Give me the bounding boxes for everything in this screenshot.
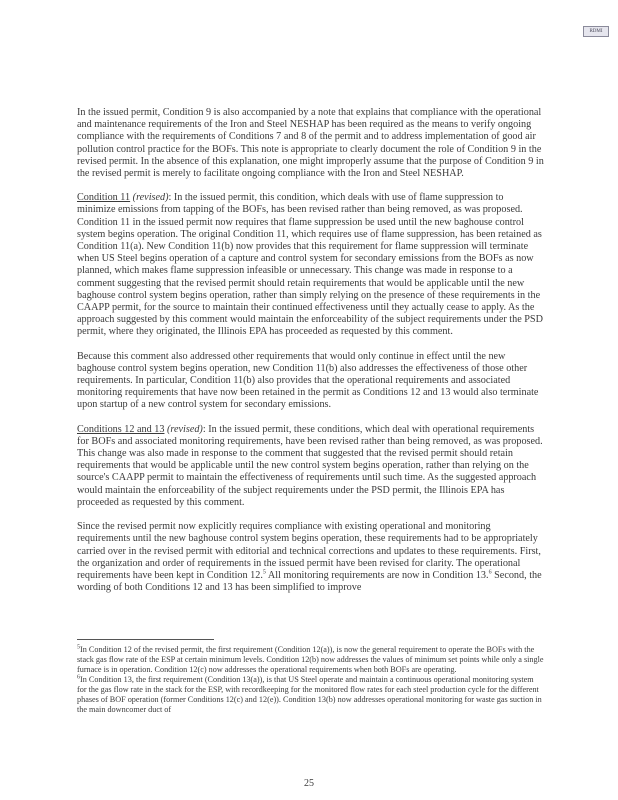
footnote-ref: 5: [262, 569, 266, 576]
document-stamp: RDMI: [583, 26, 609, 37]
section-heading-suffix: (revised): [132, 192, 169, 204]
footnotes: [77, 645, 544, 715]
paragraph-condition-11: [77, 192, 544, 338]
footnote-text: In Condition 12 of the revised permit, the first requirement (Condition 12(a)), is now the general requirement to operate the BOFs with the stack gas flow rate of the ESP at certain minimum levels. Condition 12(b) now addresses the values of minimum set points while only a single furnace is in operation. Condition 12(c) now addresses the operational requirements when both BOFs are operating.: [77, 645, 544, 674]
footnote-item: [77, 645, 544, 675]
footnote-ref: 6: [488, 569, 492, 576]
footnote-text: In Condition 13, the first requirement (Condition 13(a)), is that US Steel operate and maintain a continuous operational monitoring system for the gas flow rate in the stack for the ESP, with recordkeeping for the monitored flow rates for each steel production cycle for the different phases of BOF operation (former Conditions 12(c) and 12(e)). Condition 13(b) now addresses operational monitoring for waste gas suction in the main downcomer duct of: [77, 675, 542, 714]
paragraph-text: : In the issued permit, these conditions, which deal with operational requirements for BOFs and associated monitoring requirements, have been revised rather than being removed, as was proposed. This change was also made in response to the comment that suggested that the revised permit should retain requirements that would be applicable until the new control system begins operation, rather than relying on the source's CAAPP permit to maintain the effectiveness of requirements until such time. As the suggested approach would maintain the enforceability of the subject requirements under the PSD permit, the Illinois EPA has proceeded as requested by this comment.: [77, 423, 543, 508]
section-heading: Condition 11: [77, 192, 131, 204]
footnote-marker: 5: [77, 644, 80, 651]
section-heading-suffix: (revised): [167, 423, 203, 435]
paragraph-condition-11b-effect: [77, 351, 544, 412]
page-body: [77, 107, 544, 606]
paragraph-text: Because this comment also addressed other requirements that would only continue in effect until the new baghouse control system begins operation, new Condition 11(b) also addresses the effectiveness of those other requirements. In particular, Condition 11(b) also provides that the operational requirements and associated monitoring requirements that have now been retained in the permit as Conditions 12 and 13 would also terminate upon startup of a new control system for secondary emissions.: [77, 350, 539, 411]
footnote-marker: 6: [77, 674, 80, 681]
paragraph-text: In the issued permit, Condition 9 is also accompanied by a note that explains that compliance with the operational and maintenance requirements of the Iron and Steel NESHAP has been required as the means to verify ongoing compliance with the requirements of Conditions 7 and 8 of the permit and to address implementation of good air pollution control practice for the BOFs. This note is appropriate to clearly document the role of Condition 9 in the revised permit. In the absence of this explanation, one might improperly assume that the purpose of Condition 9 in the revised permit is merely to facilitate ongoing compliance with the Iron and Steel NESHAP.: [77, 107, 544, 180]
section-heading: Conditions 12 and 13: [77, 423, 165, 435]
page-number: 25: [304, 778, 314, 789]
footnote-item: [77, 675, 544, 715]
footnote-separator: [77, 639, 214, 640]
paragraph-text-continued: All monitoring requirements are now in Condition 13.: [265, 569, 489, 581]
paragraph-conditions-12-13: [77, 424, 544, 509]
paragraph-condition-9-note: [77, 107, 544, 180]
paragraph-text: Since the revised permit now explicitly requires compliance with existing operational and monitoring requirements until the new baghouse control system begins operation, these requirements had to be appropriately carried over in the revised permit with editorial and technical corrections and updates to these requirements. First, the organization and order of requirements in the issued permit have been revised for clarity. The operational requirements have been kept in Condition 12.: [77, 521, 541, 581]
paragraph-text: : In the issued permit, this condition, which deals with use of flame suppression to minimize emissions from tapping of the BOFs, has been revised rather than being removed, as was proposed. Condition 11 in the issued permit now requires that flame suppression be used until the new baghouse control system begins operation. The original Condition 11, which requires use of flame suppression, has been retained as Condition 11(a). New Condition 11(b) now provides that this requirement for flame suppression will terminate when US Steel begins operation of a capture and control system for secondary emissions from the BOFs as now planned, which makes flame suppression infeasible or unnecessary. This change was made in response to a comment suggesting that the revised permit should retain requirements that would be applicable until the new baghouse control system begins operation, rather than simply relying on the presence of these requirements in the CAAPP permit, for the source to maintain their continued effectiveness until they actually cease to apply. As the approach suggested by this comment would maintain the enforceability of the subject requirements under the PSD permit, where they originated, the Illinois EPA has proceeded as requested by this comment.: [77, 192, 543, 338]
paragraph-text-continued: Second, the wording of both Conditions 12 and 13 has been simplified to improve: [77, 569, 542, 594]
paragraph-revised-requirements: [77, 521, 544, 594]
